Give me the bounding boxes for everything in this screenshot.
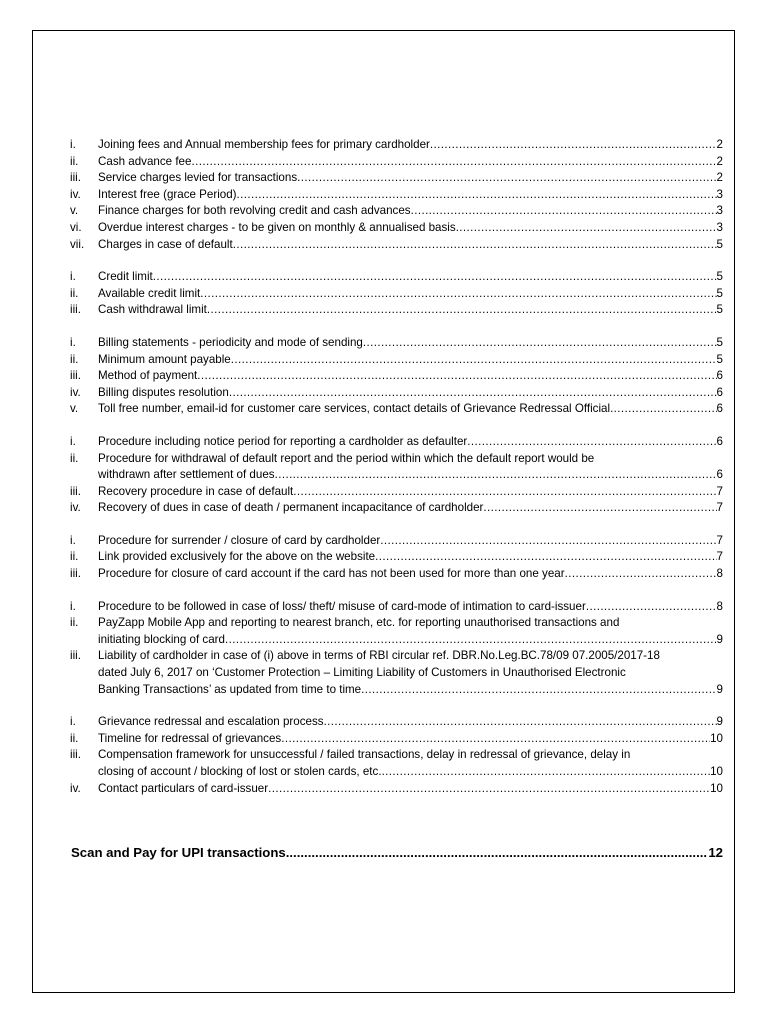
toc-entry-page: 5 bbox=[716, 335, 723, 349]
toc-entry[interactable] bbox=[70, 220, 723, 237]
toc-entry-title: Minimum amount payable bbox=[98, 352, 231, 366]
toc-entry-title: Procedure for surrender / closure of card by cardholder bbox=[98, 533, 381, 547]
toc-entry-title: Billing disputes resolution bbox=[98, 385, 229, 399]
toc-entry-title: Credit limit bbox=[98, 270, 153, 284]
upi-entry-page: 12 bbox=[708, 845, 723, 860]
toc-entry-page: 9 bbox=[716, 682, 723, 696]
toc-entry-page: 3 bbox=[716, 220, 723, 234]
toc-entry[interactable] bbox=[70, 237, 723, 254]
toc-group bbox=[70, 714, 723, 797]
toc-entry-number: ii. bbox=[70, 286, 79, 300]
dot-leader bbox=[483, 500, 716, 517]
dot-leader bbox=[191, 154, 716, 171]
toc-entry-page: 6 bbox=[716, 385, 723, 399]
toc-entry-page: 2 bbox=[716, 138, 723, 151]
dot-leader bbox=[286, 845, 709, 860]
toc-entry-title: Cash withdrawal limit bbox=[98, 303, 207, 317]
toc-entry-page: 9 bbox=[716, 715, 723, 729]
toc-entry-title: Cash advance fee bbox=[98, 154, 192, 168]
toc-entry-title: Banking Transactions’ as updated from time to time bbox=[98, 682, 362, 696]
toc-entry[interactable] bbox=[70, 549, 723, 566]
toc-entry-number: iv. bbox=[70, 187, 81, 201]
dot-leader bbox=[233, 237, 717, 254]
dot-leader bbox=[281, 731, 710, 748]
toc-entry[interactable] bbox=[70, 566, 723, 583]
toc-entry-text-line: Procedure for withdrawal of default report and the period within which the default report would be bbox=[98, 451, 595, 465]
dot-leader bbox=[275, 467, 717, 484]
toc-entry-page: 3 bbox=[716, 204, 723, 218]
dot-leader bbox=[231, 352, 717, 369]
toc-entry-title: Toll free number, email-id for customer care services, contact details of Grievance Redressal Official bbox=[98, 402, 611, 416]
toc-entry-title: initiating blocking of card bbox=[98, 632, 225, 646]
toc-entry-title: Method of payment bbox=[98, 369, 198, 383]
toc-entry-page: 6 bbox=[716, 402, 723, 416]
toc-group bbox=[70, 137, 723, 253]
table-of-contents bbox=[70, 137, 723, 797]
toc-entry-text-line: dated July 6, 2017 on ‘Customer Protection – Limiting Liability of Customers in Unauthorised Electronic bbox=[98, 666, 626, 680]
toc-entry-number: ii. bbox=[70, 731, 79, 745]
toc-entry-page: 2 bbox=[716, 171, 723, 185]
dot-leader bbox=[197, 368, 716, 385]
toc-entry-page: 5 bbox=[716, 270, 723, 284]
toc-entry-title: Interest free (grace Period) bbox=[98, 187, 237, 201]
toc-entry-number: iii. bbox=[70, 567, 81, 581]
toc-entry-page: 10 bbox=[710, 781, 723, 795]
toc-entry-number: iii. bbox=[70, 369, 81, 383]
toc-entry[interactable] bbox=[70, 747, 723, 780]
dot-leader bbox=[229, 385, 717, 402]
toc-entry-number: i. bbox=[70, 270, 76, 284]
toc-entry-page: 8 bbox=[716, 567, 723, 581]
toc-entry[interactable] bbox=[70, 500, 723, 517]
toc-entry[interactable] bbox=[70, 269, 723, 286]
toc-entry-title: Recovery of dues in case of death / permanent incapacitance of cardholder bbox=[98, 501, 484, 515]
toc-entry-title: Billing statements - periodicity and mode of sending bbox=[98, 335, 363, 349]
toc-entry-page: 10 bbox=[710, 765, 723, 778]
toc-group bbox=[70, 335, 723, 418]
toc-entry-title: Recovery procedure in case of default bbox=[98, 484, 294, 498]
toc-entry-text-line: Compensation framework for unsuccessful / failed transactions, delay in redressal of grievance, delay in bbox=[98, 748, 631, 762]
toc-entry-number: ii. bbox=[70, 616, 79, 630]
toc-entry-number: i. bbox=[70, 138, 76, 151]
dot-leader bbox=[610, 401, 716, 418]
toc-entry-number: iv. bbox=[70, 781, 81, 795]
toc-entry[interactable] bbox=[70, 352, 723, 369]
toc-entry[interactable] bbox=[70, 368, 723, 385]
toc-entry-number: iii. bbox=[70, 303, 81, 317]
toc-entry[interactable] bbox=[70, 170, 723, 187]
toc-entry-page: 10 bbox=[710, 731, 723, 745]
dot-leader bbox=[375, 549, 716, 566]
toc-entry-title: Available credit limit bbox=[98, 286, 201, 300]
toc-entry-title: Timeline for redressal of grievances bbox=[98, 731, 282, 745]
toc-entry-title: Procedure including notice period for reporting a cardholder as defaulter bbox=[98, 434, 468, 448]
toc-entry-title: closing of account / blocking of lost or stolen cards, etc. bbox=[98, 765, 382, 778]
toc-group bbox=[70, 269, 723, 319]
toc-entry-title: Procedure to be followed in case of loss/ theft/ misuse of card-mode of intimation to card-issuer bbox=[98, 599, 586, 613]
toc-entry-title: Contact particulars of card-issuer bbox=[98, 781, 269, 795]
toc-entry[interactable] bbox=[70, 401, 723, 418]
toc-entry-number: vii. bbox=[70, 237, 85, 251]
toc-entry-page: 6 bbox=[716, 369, 723, 383]
dot-leader bbox=[380, 533, 716, 550]
toc-entry[interactable] bbox=[70, 286, 723, 303]
toc-entry-title: withdrawn after settlement of dues bbox=[98, 468, 275, 482]
toc-entry-page: 8 bbox=[716, 599, 723, 613]
toc-entry[interactable] bbox=[70, 615, 723, 648]
toc-entry[interactable] bbox=[70, 302, 723, 319]
toc-entry-text-line: Liability of cardholder in case of (i) above in terms of RBI circular ref. DBR.No.Leg.BC.78/09 07.2005/2017-18 bbox=[98, 649, 660, 663]
toc-entry-number: vi. bbox=[70, 220, 82, 234]
toc-entry-number: ii. bbox=[70, 352, 79, 366]
dot-leader bbox=[293, 484, 716, 501]
dot-leader bbox=[237, 187, 717, 204]
dot-leader bbox=[225, 632, 717, 649]
toc-entry-number: ii. bbox=[70, 154, 79, 168]
toc-entry[interactable] bbox=[70, 451, 723, 484]
toc-entry[interactable] bbox=[70, 714, 723, 731]
dot-leader bbox=[268, 781, 710, 798]
toc-entry-number: iii. bbox=[70, 748, 81, 762]
toc-entry[interactable] bbox=[70, 484, 723, 501]
dot-leader bbox=[430, 137, 717, 154]
toc-entry-page: 3 bbox=[716, 187, 723, 201]
dot-leader bbox=[200, 286, 716, 303]
toc-entry[interactable] bbox=[70, 203, 723, 220]
toc-entry-number: ii. bbox=[70, 451, 79, 465]
toc-entry-page: 7 bbox=[716, 550, 723, 564]
toc-entry-number: i. bbox=[70, 599, 76, 613]
dot-leader bbox=[361, 682, 716, 699]
toc-entry[interactable] bbox=[70, 434, 723, 451]
toc-entry[interactable] bbox=[70, 533, 723, 550]
toc-entry-number: v. bbox=[70, 402, 79, 416]
dot-leader bbox=[363, 335, 717, 352]
toc-entry-number: iii. bbox=[70, 484, 81, 498]
toc-entry-number: v. bbox=[70, 204, 79, 218]
dot-leader bbox=[324, 714, 717, 731]
toc-entry[interactable] bbox=[70, 781, 723, 798]
toc-entry-title: Procedure for closure of card account if the card has not been used for more than one year bbox=[98, 567, 565, 581]
toc-entry[interactable] bbox=[70, 137, 723, 154]
dot-leader bbox=[467, 434, 716, 451]
toc-entry-number: iii. bbox=[70, 171, 81, 185]
toc-entry-title: Joining fees and Annual membership fees for primary cardholder bbox=[98, 138, 430, 151]
toc-entry-number: iii. bbox=[70, 649, 81, 663]
toc-entry-page: 2 bbox=[716, 154, 723, 168]
dot-leader bbox=[456, 220, 717, 237]
toc-entry-number: i. bbox=[70, 533, 76, 547]
toc-entry-page: 6 bbox=[716, 434, 723, 448]
toc-entry[interactable] bbox=[70, 599, 723, 616]
toc-entry-title: Service charges levied for transactions bbox=[98, 171, 298, 185]
upi-entry-title: Scan and Pay for UPI transactions bbox=[71, 845, 286, 860]
toc-entry-page: 5 bbox=[716, 286, 723, 300]
toc-entry-text-line: PayZapp Mobile App and reporting to nearest branch, etc. for reporting unauthorised transactions and bbox=[98, 616, 620, 630]
dot-leader bbox=[153, 269, 717, 286]
toc-entry-page: 5 bbox=[716, 237, 723, 251]
toc-entry-page: 9 bbox=[716, 632, 723, 646]
upi-toc-entry[interactable] bbox=[71, 845, 723, 860]
toc-entry-page: 7 bbox=[716, 484, 723, 498]
toc-entry-number: iv. bbox=[70, 385, 81, 399]
toc-entry-number: i. bbox=[70, 335, 76, 349]
toc-entry[interactable] bbox=[70, 335, 723, 352]
toc-entry-page: 5 bbox=[716, 303, 723, 317]
dot-leader bbox=[382, 764, 711, 781]
toc-entry-page: 7 bbox=[716, 501, 723, 515]
toc-entry-title: Overdue interest charges - to be given on monthly & annualised basis bbox=[98, 220, 456, 234]
toc-entry-title: Grievance redressal and escalation process bbox=[98, 715, 324, 729]
toc-entry[interactable] bbox=[70, 385, 723, 402]
dot-leader bbox=[565, 566, 717, 583]
toc-entry-number: i. bbox=[70, 434, 76, 448]
toc-entry-page: 5 bbox=[716, 352, 723, 366]
toc-entry[interactable] bbox=[70, 731, 723, 748]
toc-group bbox=[70, 599, 723, 699]
toc-entry[interactable] bbox=[70, 648, 723, 698]
dot-leader bbox=[207, 302, 717, 319]
toc-entry-title: Finance charges for both revolving credit and cash advances bbox=[98, 204, 411, 218]
toc-entry-title: Charges in case of default bbox=[98, 237, 233, 251]
toc-entry-page: 6 bbox=[716, 468, 723, 482]
toc-entry-number: ii. bbox=[70, 550, 79, 564]
dot-leader bbox=[297, 170, 716, 187]
toc-entry-number: i. bbox=[70, 715, 76, 729]
toc-entry[interactable] bbox=[70, 187, 723, 204]
toc-entry-page: 7 bbox=[716, 533, 723, 547]
toc-entry[interactable] bbox=[70, 154, 723, 171]
toc-group bbox=[70, 434, 723, 517]
toc-entry-number: iv. bbox=[70, 501, 81, 515]
dot-leader bbox=[411, 203, 717, 220]
toc-entry-title: Link provided exclusively for the above on the website bbox=[98, 550, 376, 564]
toc-group bbox=[70, 533, 723, 583]
dot-leader bbox=[586, 599, 717, 616]
